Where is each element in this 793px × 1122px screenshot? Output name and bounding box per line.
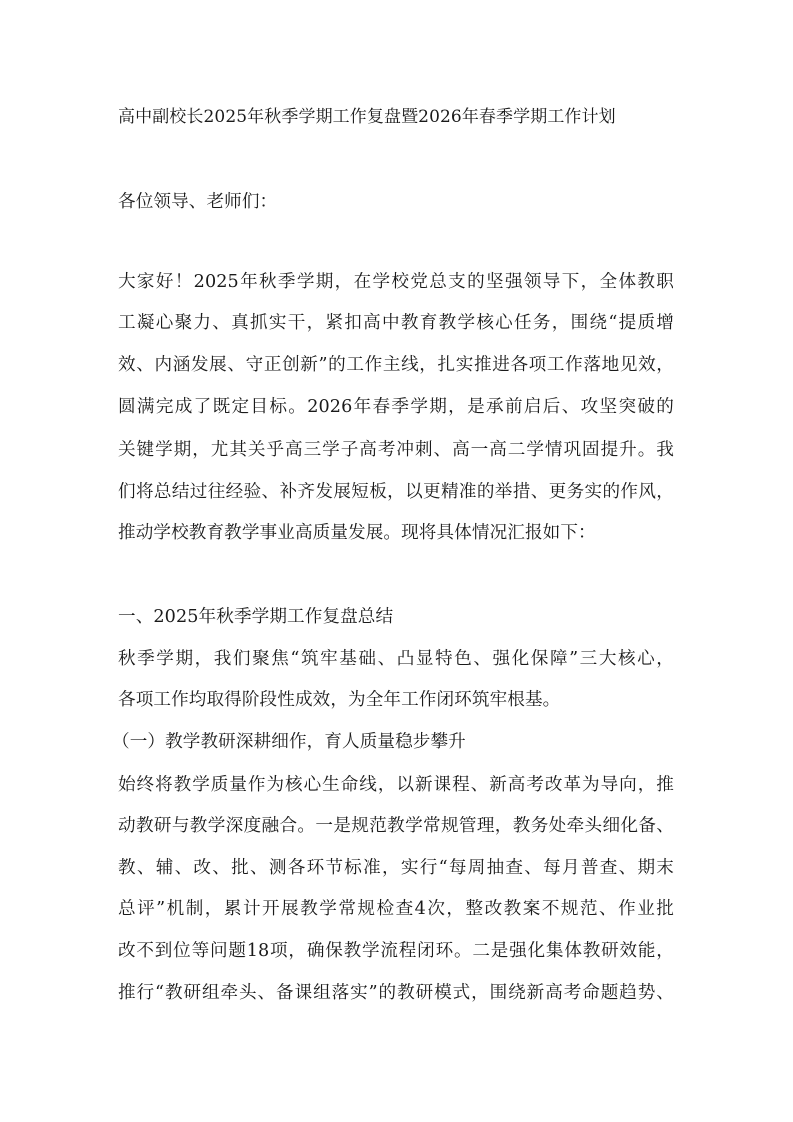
paragraph-line: 改不到位等问题18项，确保教学流程闭环。二是强化集体教研效能， [118, 941, 674, 961]
paragraph-line: 动教研与教学深度融合。一是规范教学常规管理，教务处牵头细化备、 [118, 816, 674, 836]
paragraph-line: 推行“教研组牵头、备课组落实”的教研模式，围绕新高考命题趋势、 [118, 983, 674, 1003]
section-heading: 一、2025年秋季学期工作复盘总结 [118, 607, 394, 627]
paragraph-line: 圆满完成了既定目标。2026年春季学期，是承前启后、攻坚突破的 [118, 397, 674, 417]
paragraph-line: 各项工作均取得阶段性成效，为全年工作闭环筑牢根基。 [118, 690, 561, 710]
paragraph-line: 总评”机制，累计开展教学常规检查4次，整改教案不规范、作业批 [118, 899, 674, 919]
paragraph-line: 推动学校教育教学事业高质量发展。现将具体情况汇报如下： [118, 523, 596, 543]
document-title: 高中副校长2025年秋季学期工作复盘暨2026年春季学期工作计划 [118, 107, 616, 127]
paragraph-line: 教、辅、改、批、测各环节标准，实行“每周抽查、每月普查、期末 [118, 858, 674, 878]
paragraph-line: 效、内涵发展、守正创新”的工作主线，扎实推进各项工作落地见效， [118, 355, 674, 375]
paragraph-line: 们将总结过往经验、补齐发展短板，以更精准的举措、更务实的作风， [118, 482, 674, 502]
paragraph-line: 工凝心聚力、真抓实干，紧扣高中教育教学核心任务，围绕“提质增 [118, 313, 674, 333]
subsection-heading: （一）教学教研深耕细作，育人质量稳步攀升 [112, 732, 466, 752]
paragraph-line: 始终将教学质量作为核心生命线，以新课程、新高考改革为导向，推 [118, 775, 674, 795]
paragraph-line: 大家好！2025年秋季学期，在学校党总支的坚强领导下，全体教职 [118, 272, 674, 292]
greeting: 各位领导、老师们： [118, 192, 278, 212]
paragraph-line: 关键学期，尤其关乎高三学子高考冲刺、高一高二学情巩固提升。我 [118, 440, 674, 460]
paragraph-line: 秋季学期，我们聚焦“筑牢基础、凸显特色、强化保障”三大核心， [118, 649, 674, 669]
